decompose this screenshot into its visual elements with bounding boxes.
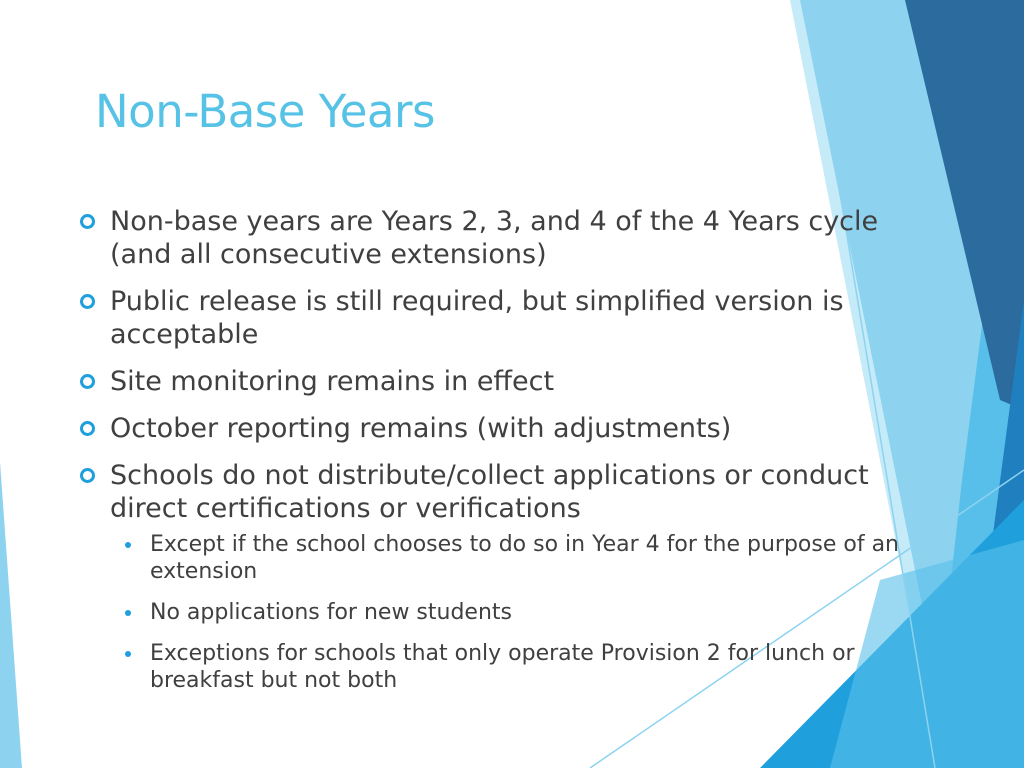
- sub-bullet-item: [110, 531, 930, 585]
- bullet-text: Non-base years are Years 2, 3, and 4 of the 4 Years cycle (and all consecutive extensions): [110, 206, 879, 270]
- dot-bullet-icon: [125, 542, 131, 548]
- dot-bullet-icon: [125, 651, 131, 657]
- ring-bullet-icon: [80, 421, 95, 436]
- bullet-list: [80, 205, 930, 694]
- bullet-text: Public release is still required, but simplified version is acceptable: [110, 286, 844, 350]
- bullet-text: October reporting remains (with adjustments): [110, 413, 732, 444]
- ring-bullet-icon: [80, 374, 95, 389]
- ring-bullet-icon: [80, 468, 95, 483]
- dot-bullet-icon: [125, 610, 131, 616]
- sub-bullet-item: [110, 599, 930, 626]
- ring-bullet-icon: [80, 294, 95, 309]
- sub-bullet-text: No applications for new students: [150, 600, 512, 625]
- slide-title: Non-Base Years: [95, 85, 435, 138]
- bullet-item: [80, 205, 930, 271]
- bullet-text: Schools do not distribute/collect applications or conduct direct certifications or verifications: [110, 460, 869, 524]
- sub-bullet-item: [110, 640, 930, 694]
- sub-bullet-text: Exceptions for schools that only operate Provision 2 for lunch or breakfast but not both: [150, 641, 855, 693]
- bullet-item: [80, 285, 930, 351]
- bullet-item: [80, 459, 930, 694]
- bullet-item: [80, 412, 930, 445]
- sub-bullet-text: Except if the school chooses to do so in Year 4 for the purpose of an extension: [150, 532, 899, 584]
- ring-bullet-icon: [80, 214, 95, 229]
- slide-content: [80, 205, 930, 708]
- bullet-text: Site monitoring remains in effect: [110, 366, 555, 397]
- bullet-item: [80, 365, 930, 398]
- sub-bullet-list: [110, 531, 930, 694]
- left-light-wedge: [0, 462, 22, 768]
